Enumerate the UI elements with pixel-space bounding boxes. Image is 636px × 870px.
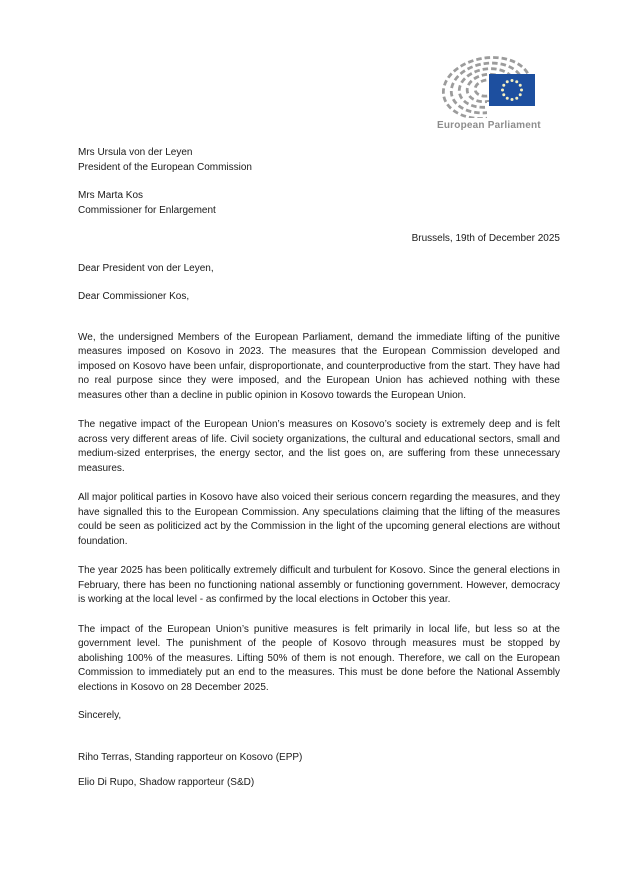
recipient-block-1 [78,146,560,175]
closing: Sincerely, [78,710,122,721]
dateline: Brussels, 19th of December 2025 [411,233,560,244]
body-paragraph-1: We, the undersigned Members of the European Parliament, demand the immediate lifting of the punitive measures imposed on Kosovo in 2023. The measures that the European Commission developed and imposed on Kosovo have been unfair, disproportionate, and counterproductive from the start. They have had no real purpose since they were imposed, and the European Union has achieved nothing with these measures other than a decline in public opinion in Kosovo towards the European Union. [78,331,560,401]
body-paragraph-5: The impact of the European Union’s punitive measures is felt primarily in local life, but less so at the government level. The punishment of the people of Kosovo through measures must be stopped by abolishing 100% of the measures. Lifting 50% of them is not enough. Therefore, we call on the European Commission to immediately put an end to the measures. This must be done before the National Assembly elections in Kosovo on 28 December 2025. [78,623,560,693]
hemicycle-icon [437,54,537,118]
recipient-name: Mrs Marta Kos [78,190,144,201]
recipient-title: President of the European Commission [78,161,252,173]
logo-caption: European Parliament [437,120,541,131]
signature-riho-terras: Riho Terras, Standing rapporteur on Kosovo (EPP) [78,751,303,763]
salutation-president: Dear President von der Leyen, [78,262,214,274]
body-paragraph-2: The negative impact of the European Union’s measures on Kosovo’s society is extremely deep and is felt across very different areas of life. Civil society organizations, the cultural and educational sectors, small and medium-sized enterprises, the energy sector, and the list goes on, are suffering from these unnecessary measures. [78,419,560,474]
salutation-commissioner: Dear Commissioner Kos, [78,291,190,302]
recipient-name: Mrs Ursula von der Leyen [78,147,193,158]
eu-flag-icon [489,74,535,106]
body-paragraph-3: All major political parties in Kosovo have also voiced their serious concern regarding the measures, and they have signalled this to the European Commission. Any speculations claiming that the lifting of the measures could be seen as politicized act by the Commission in the light of the upcoming general elections are without foundation. [78,492,560,547]
recipient-block-2 [78,189,560,218]
signature-elio-di-rupo: Elio Di Rupo, Shadow rapporteur (S&D) [78,777,255,788]
recipient-title: Commissioner for Enlargement [78,204,216,216]
body-paragraph-4: The year 2025 has been politically extremely difficult and turbulent for Kosovo. Since the general elections in February, there has been no functioning national assembly or functioning government. However, democracy is working at the local level - as confirmed by the local elections in October this year. [78,565,560,605]
letter-body [78,146,560,791]
european-parliament-logo [437,54,541,131]
